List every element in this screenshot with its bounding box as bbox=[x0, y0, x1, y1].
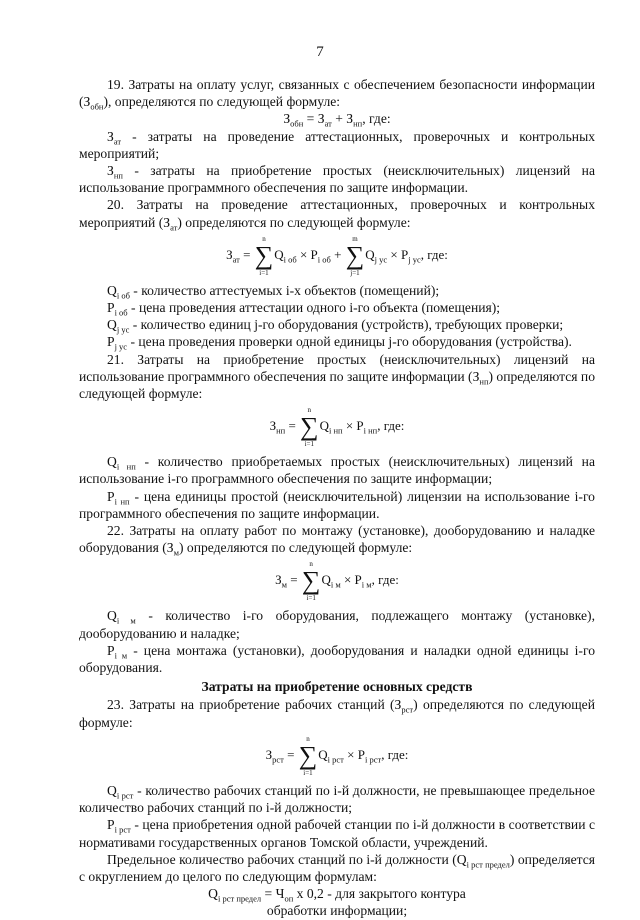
sum-symbol: n ∑ i=1 bbox=[300, 406, 319, 449]
definition-line: $P_{i рст}$ - цена приобретения одной рабочей станции по i-й должности в соответствии с нормативами государственных органов Томской области, учреждений. bbox=[79, 817, 595, 850]
definition-line: $Q_{i м}$ - количество i-го оборудования, подлежащего монтажу (установке), дооборудованию и наладке; bbox=[79, 608, 595, 641]
formula-limit-continued: обработки информации; bbox=[266, 903, 408, 919]
paragraph-limit: Предельное количество рабочих станций по i-й должности $(Q_{i рст предел})$ определяется с округлением до целого по следующим формулам: bbox=[79, 851, 596, 884]
definition-line: $P_{i м}$ - цена монтажа (установки), дооборудования и наладки одной единицы i-го оборудования. bbox=[79, 642, 595, 676]
document-body bbox=[79, 76, 595, 920]
formula-20: $З_{ат}$ = n ∑ i=1 $Q_{i об} \times P_{i об}$ + m ∑ j=1 $Q_{j ус} \times P_{j ус}$, где: bbox=[226, 234, 448, 277]
definition-line: $P_{i нп}$ - цена единицы простой (неисключительной) лицензии на использование i-го программного обеспечения по защите информации. bbox=[79, 488, 595, 521]
sum-symbol: n ∑ i=1 bbox=[298, 734, 318, 777]
paragraph-19: 19. Затраты на оплату услуг, связанных с обеспечением безопасности информации $(З_{обн})$, определяются по следующей формуле: bbox=[79, 77, 595, 112]
sum-symbol: n ∑ i=1 bbox=[254, 234, 274, 277]
page-number: 7 bbox=[316, 44, 324, 60]
formula-21: $З_{нп}$ = n ∑ i=1 $Q_{i нп} \times P_{i нп}$, где: bbox=[269, 406, 405, 449]
definition-line: $Q_{i об}$ - количество аттестуемых i-х объектов (помещений); bbox=[107, 282, 440, 301]
definition-line: $Q_{j ус}$ - количество единиц j-го оборудования (устройств), требующих проверки; bbox=[107, 317, 564, 335]
paragraph-21: 21. Затраты на приобретение простых (неисключительных) лицензий на использование программного обеспечения по защите информации $(З_{нп})$ определяются по следующей формуле: bbox=[79, 351, 595, 402]
sum-symbol: n ∑ i=1 bbox=[301, 560, 321, 603]
paragraph-23: 23. Затраты на приобретение рабочих станций $(З_{рст})$ определяются по следующей формуле: bbox=[79, 697, 595, 730]
paragraph-20: 20. Затраты на проведение аттестационных, проверочных и контрольных мероприятий $(З_{ат})$ определяются по следующей формуле: bbox=[79, 197, 595, 233]
paragraph-22: 22. Затраты на оплату работ по монтажу (установке), дооборудованию и наладке оборудования $(З_м)$ определяются по следующей формуле: bbox=[79, 523, 595, 558]
definition-z-at: $З_{ат}$ - затраты на проведение аттестационных, проверочных и контрольных мероприятий; bbox=[79, 128, 595, 161]
formula-19: $З_{обн} = З_{ат} + З_{нп}$, где: bbox=[283, 111, 391, 130]
definition-line: $P_{i об}$ - цена проведения аттестации одного i-го объекта (помещения); bbox=[107, 300, 501, 318]
formula-limit: $Q_{i рст предел} = Ч_{оп}$ x 0,2 - для закрытого контура bbox=[208, 886, 466, 904]
definition-line: $Q_{i нп}$ - количество приобретаемых простых (неисключительных) лицензий на использование i-го программного обеспечения по защите информации; bbox=[79, 454, 595, 487]
definition-line: $Q_{i рст}$ - количество рабочих станций по i-й должности, не превышающее предельное количество рабочих станций по i-й должности; bbox=[79, 782, 595, 816]
definition-line: $P_{j ус}$ - цена проведения проверки одной единицы j-го оборудования (устройства). bbox=[107, 334, 572, 353]
formula-23: $З_{рст}$ = n ∑ i=1 $Q_{i рст} \times P_{i рст}$, где: bbox=[265, 734, 409, 777]
section-heading: Затраты на приобретение основных средств bbox=[201, 679, 473, 695]
sum-symbol: m ∑ j=1 bbox=[345, 234, 365, 277]
definition-z-np: $З_{нп}$ - затраты на приобретение простых (неисключительных) лицензий на использование программного обеспечения по защите информации. bbox=[79, 163, 595, 196]
formula-22: $З_м$ = n ∑ i=1 $Q_{i м} \times P_{i м}$, где: bbox=[275, 560, 399, 603]
